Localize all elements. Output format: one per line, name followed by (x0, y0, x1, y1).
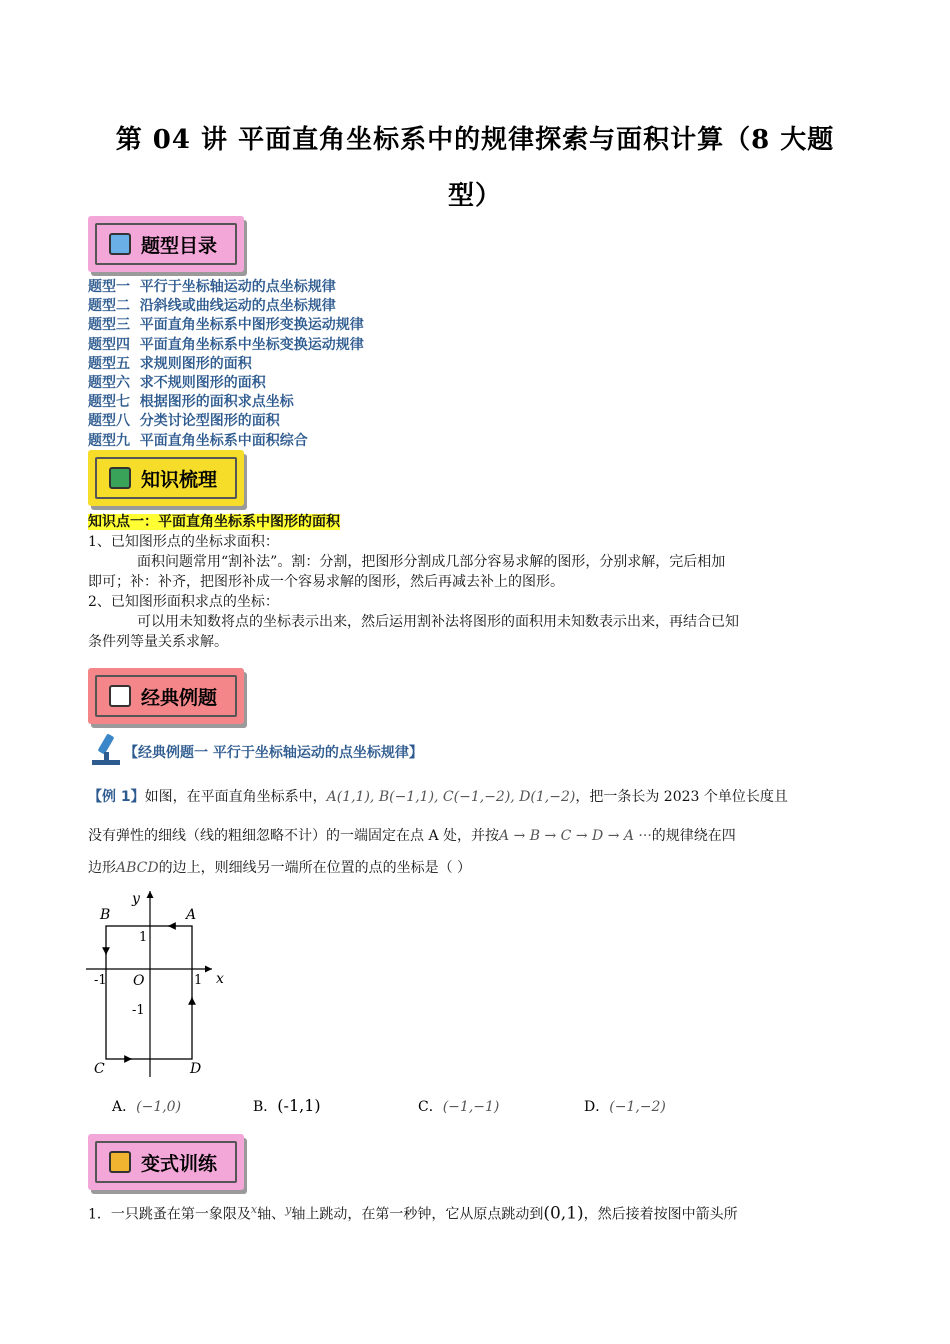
tick-x-neg-1: -1 (94, 973, 107, 988)
option-letter: D． (584, 1099, 610, 1115)
example-text: ，把一条长为 2023 个单位长度且 (575, 789, 788, 805)
label-b: B (100, 907, 111, 923)
toc-item[interactable]: 题型六 求不规则图形的面积 (88, 375, 266, 392)
practice-point: (0,1) (543, 1203, 584, 1224)
label-d: D (190, 1061, 202, 1077)
option-a[interactable] (112, 1096, 181, 1116)
example-label: 【例 1】 (88, 789, 145, 805)
option-value: (−1,−2) (609, 1099, 666, 1115)
toc-item[interactable]: 题型九 平面直角坐标系中面积综合 (88, 432, 308, 449)
label-y-axis: y (132, 891, 140, 907)
example-text: 的边上，则细线另一端所在位置的点的坐标是（ ） (158, 860, 472, 876)
knowledge-p2a: 面积问题常用“割补法”。割：分割，把图形分割成几部分容易求解的图形，分别求解，完后相加 (137, 554, 726, 570)
tick-y-neg-1: -1 (132, 1003, 145, 1018)
pendulum-icon (109, 685, 131, 707)
knowledge-badge (88, 450, 244, 506)
blackboard-icon (109, 467, 131, 489)
practice-question-1 (88, 1200, 738, 1225)
practice-x: x (250, 1203, 258, 1216)
title-line-2: 型） (447, 181, 502, 211)
example-text: 没有弹性的细线（线的粗细忽略不计）的一端固定在点 A 处，并按 (88, 828, 500, 844)
example-text: 如图，在平面直角坐标系中， (144, 789, 327, 805)
examples-badge (88, 668, 244, 724)
option-d[interactable] (584, 1096, 666, 1116)
knowledge-heading: 知识点一：平面直角坐标系中图形的面积 (88, 514, 340, 530)
option-b[interactable] (253, 1096, 321, 1116)
toc-item[interactable]: 题型五 求规则图形的面积 (88, 355, 252, 372)
toc-badge-label: 题型目录 (141, 234, 218, 257)
example-line-1 (88, 787, 788, 807)
option-letter: C． (418, 1099, 443, 1115)
knowledge-p4a: 可以用未知数将点的坐标表示出来，然后运用割补法将图形的面积用未知数表示出来，再结合已知 (137, 614, 739, 630)
coordinate-figure (84, 885, 234, 1080)
practice-text: ，然后接着按图中箭头所 (583, 1206, 738, 1223)
option-c[interactable] (418, 1096, 499, 1116)
tick-y-1: 1 (139, 930, 148, 945)
title-line-1: 第 04 讲 平面直角坐标系中的规律探索与面积计算（8 大题 (115, 125, 835, 155)
example-header-row (88, 732, 124, 772)
book-icon (109, 233, 131, 255)
microscope-icon (88, 732, 124, 768)
examples-badge-label: 经典例题 (141, 686, 218, 709)
option-letter: A． (112, 1099, 137, 1115)
toc-badge (88, 216, 244, 272)
example-text: 边形 (88, 860, 116, 876)
option-value: (-1,1) (277, 1096, 321, 1115)
practice-text: 轴、 (257, 1206, 286, 1223)
example-path: A → B → C → D → A ··· (499, 828, 652, 844)
toc-item[interactable]: 题型三 平面直角坐标系中图形变换运动规律 (88, 317, 364, 334)
option-value: (−1,−1) (442, 1099, 500, 1115)
tick-x-1: 1 (194, 973, 203, 988)
label-origin: O (133, 973, 145, 989)
example-coords: A(1,1), B(−1,1), C(−1,−2), D(1,−2) (326, 789, 576, 805)
toc-item[interactable]: 题型二 沿斜线或曲线运动的点坐标规律 (88, 298, 336, 315)
example-abcd: ABCD (116, 860, 159, 876)
example-line-3 (88, 858, 471, 878)
knowledge-p1: 1、已知图形点的坐标求面积： (88, 534, 279, 550)
practice-badge (88, 1134, 244, 1190)
knowledge-section (88, 512, 868, 652)
option-letter: B． (253, 1099, 278, 1115)
practice-text: 轴上跳动，在第一秒钟，它从原点跳动到 (291, 1206, 544, 1223)
hourglass-icon (109, 1151, 131, 1173)
option-value: (−1,0) (136, 1099, 182, 1115)
knowledge-p3: 2、已知图形面积求点的坐标： (88, 594, 279, 610)
toc-item[interactable]: 题型四 平面直角坐标系中坐标变换运动规律 (88, 336, 364, 353)
practice-text: 1．一只跳蚤在第一象限及 (88, 1206, 251, 1223)
page-title (60, 112, 890, 224)
practice-badge-label: 变式训练 (141, 1152, 218, 1175)
toc-item[interactable]: 题型七 根据图形的面积求点坐标 (88, 394, 294, 411)
label-a: A (186, 907, 197, 923)
label-x-axis: x (216, 971, 224, 987)
toc-item[interactable]: 题型八 分类讨论型图形的面积 (88, 413, 280, 430)
example-header: 【经典例题一 平行于坐标轴运动的点坐标规律】 (124, 745, 423, 761)
knowledge-p2b: 即可；补：补齐，把图形补成一个容易求解的图形，然后再减去补上的图形。 (88, 574, 564, 590)
example-text: 的规律绕在四 (651, 828, 736, 844)
rectangle-abcd (106, 926, 192, 1059)
toc-list (88, 278, 364, 451)
example-line-2 (88, 826, 736, 846)
practice-y: y (285, 1203, 292, 1216)
knowledge-p4b: 条件列等量关系求解。 (88, 634, 228, 650)
label-c: C (94, 1061, 105, 1077)
knowledge-badge-label: 知识梳理 (141, 468, 218, 491)
toc-item[interactable]: 题型一 平行于坐标轴运动的点坐标规律 (88, 279, 336, 295)
